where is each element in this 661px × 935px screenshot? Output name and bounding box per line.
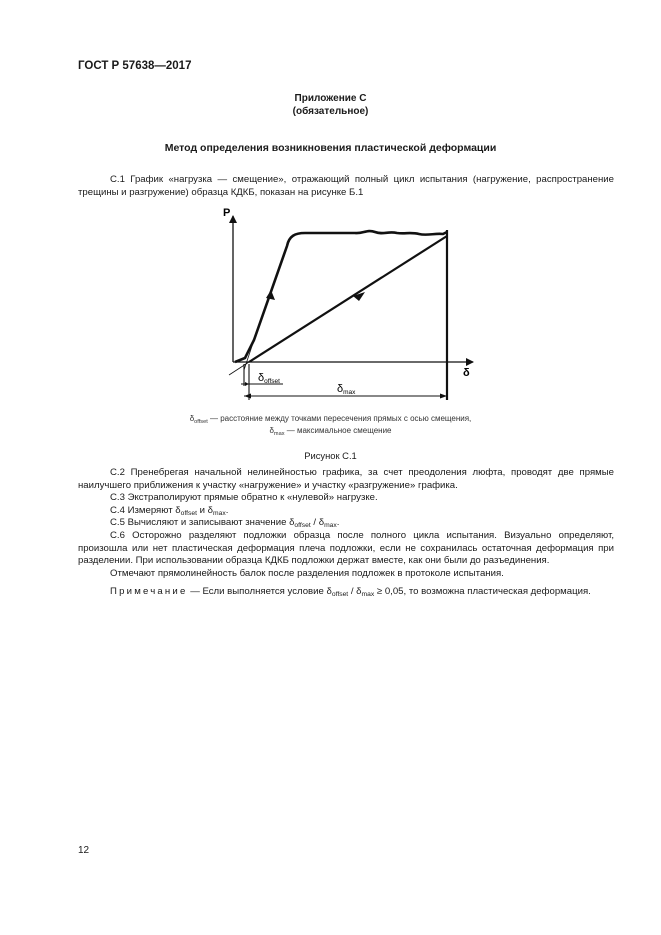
step-c3: С.3 Экстраполируют прямые обратно к «нулевой» нагрузке. (110, 492, 378, 504)
loading-curve (235, 231, 447, 362)
intro-paragraph (78, 174, 614, 199)
figure-notes (0, 413, 661, 437)
figure-note-offset: $\delta_{offset}$ — расстояние между точками пересечения прямых с осью смещения, (189, 414, 472, 425)
figure-caption: Рисунок С.1 (304, 450, 357, 461)
load-displacement-figure (205, 200, 485, 412)
figure-note-max: $\delta_{max}$ — максимальное смещение (269, 426, 392, 437)
offset-dim-arrow (245, 382, 249, 386)
step-c7: Отмечают прямолинейность балок после разделения подложек в протоколе испытания. (110, 567, 504, 579)
unloading-arrow (353, 292, 365, 301)
step-c6: С.6 Осторожно разделяют подложки образца после полного цикла испытания. Визуально определяют, произошла или нет пластическая деформация плеча подложки, если не сохранилась остаточная деформация при разделении. При использовании образца КДКБ подложки держат вместе, как они были до разъединения. (78, 529, 614, 567)
method-title: Метод определения возникновения пластической деформации (164, 142, 497, 154)
axis-x-label: δ (463, 367, 470, 379)
steps-block (78, 467, 614, 599)
appendix-heading (0, 92, 661, 118)
step-c4: С.4 Измеряют $\delta_{offset}$ и $\delta_{max}$. (110, 504, 229, 517)
extrapolation-unloading (229, 362, 249, 375)
page-number: 12 (78, 845, 90, 856)
note-label: Примечание (110, 586, 188, 598)
axis-y-label: P (223, 207, 231, 219)
note-paragraph: Примечание — Если выполняется условие $\delta_{offset} / \delta_{max} \ge 0,05$, то возможна пластическая деформация. (110, 586, 591, 599)
offset-label: δoffset (258, 372, 280, 385)
max-label: δmax (337, 383, 356, 396)
unloading-line (249, 236, 447, 362)
document-header: ГОСТ Р 57638—2017 (78, 60, 192, 72)
step-c2: С.2 Пренебрегая начальной нелинейностью графика, за счет преодоления люфта, проводят две прямые наилучшего приближения к участку «нагружение» и участку «разгружение» графика. (78, 467, 614, 491)
step-c5: С.5 Вычисляют и записывают значение $\delta_{offset} / \delta_{max}$. (110, 517, 340, 530)
intro-text: С.1 График «нагрузка — смещение», отражающий полный цикл испытания (нагружение, распространение трещины и разгружение) образца КДКБ, показан на рисунке Б.1 (78, 174, 614, 198)
appendix-title: Приложение С (294, 93, 367, 104)
max-dim-arrow-left (244, 394, 251, 399)
appendix-status: (обязательное) (292, 106, 369, 117)
